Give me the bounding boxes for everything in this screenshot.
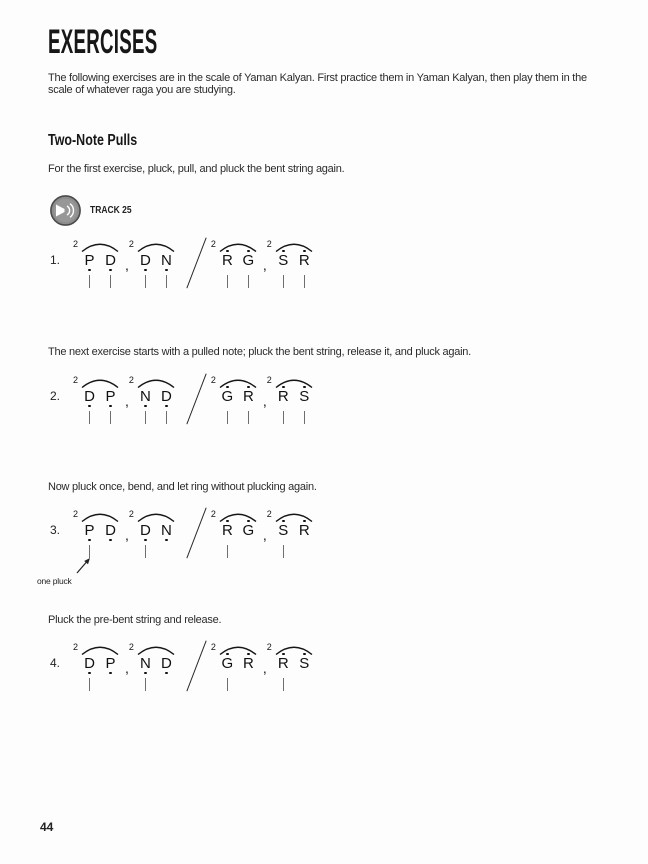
phrase-slash [185, 372, 209, 426]
note-pair [210, 509, 259, 558]
pluck-stroke [227, 411, 228, 424]
page-title: EXERCISES [48, 23, 158, 61]
sargam-letter: G [242, 252, 255, 269]
comma-separator: , [262, 527, 267, 543]
octave-dot-below-slot [88, 268, 91, 272]
note-pair [73, 239, 121, 288]
sargam-letter: S [278, 522, 289, 539]
speaker-icon [50, 195, 81, 226]
phrase-slash [185, 639, 209, 693]
slur-arc [81, 239, 119, 257]
note-pair [210, 642, 259, 691]
pluck-stroke [166, 275, 167, 288]
slur-arc [137, 375, 175, 393]
note-pair [266, 375, 315, 424]
note-pair [128, 642, 177, 691]
pluck-stroke [248, 411, 249, 424]
sargam-letter: R [298, 252, 310, 269]
instruction-3: Now pluck once, bend, and let ring without plucking again. [48, 481, 317, 493]
note-pair [210, 375, 259, 424]
exercise-number: 4. [50, 656, 61, 670]
fret-number: 2 [128, 239, 134, 249]
fret-number: 2 [128, 375, 134, 385]
octave-dot [165, 672, 168, 675]
sargam-letter: P [84, 252, 95, 269]
sargam-letter: R [221, 522, 233, 539]
sargam-letter: P [84, 522, 95, 539]
fret-number: 2 [266, 642, 272, 652]
sargam-letter: G [242, 522, 255, 539]
pluck-stroke [283, 678, 284, 691]
octave-dot-below-slot [109, 538, 112, 542]
sargam-letter: N [139, 655, 151, 672]
octave-dot [165, 269, 168, 272]
octave-dot-below-slot [144, 404, 147, 408]
exercise-row-4 [50, 643, 608, 693]
fret-number: 2 [73, 642, 79, 652]
note-pair [266, 239, 315, 288]
slur-arc [137, 239, 175, 257]
pluck-stroke [283, 545, 284, 558]
comma-separator: , [262, 393, 267, 409]
exercise-number: 1. [50, 253, 61, 267]
pluck-stroke [89, 275, 90, 288]
octave-dot [144, 269, 147, 272]
comma-separator: , [125, 257, 129, 273]
sargam-letter: N [139, 388, 151, 405]
intro-paragraph: The following exercises are in the scale of Yaman Kalyan. First practice them in Yaman Kalyan, then play them in the scale of whatever raga you are studying. [48, 72, 587, 96]
note-pair [128, 375, 177, 424]
octave-dot-below-slot [144, 538, 147, 542]
sargam-letter: P [105, 388, 116, 405]
note-pair [73, 509, 121, 558]
octave-dot [165, 539, 168, 542]
slur-arc [81, 509, 119, 527]
fret-number: 2 [73, 509, 79, 519]
octave-dot-below-slot [144, 671, 147, 675]
comma-separator: , [262, 257, 267, 273]
slur-arc [81, 375, 119, 393]
pluck-stroke [145, 545, 146, 558]
sargam-letter: N [160, 252, 172, 269]
note-pair [128, 509, 177, 558]
track-label: TRACK 25 [90, 205, 132, 216]
sargam-letter: G [221, 388, 234, 405]
comma-separator: , [125, 527, 129, 543]
sargam-letter: D [160, 655, 172, 672]
octave-dot-below-slot [144, 268, 147, 272]
sargam-letter: D [105, 252, 116, 269]
sargam-letter: D [84, 388, 95, 405]
sargam-letter: S [299, 655, 310, 672]
pluck-stroke [227, 275, 228, 288]
slur-arc [275, 239, 313, 257]
octave-dot-below-slot [109, 404, 112, 408]
pluck-stroke [110, 411, 111, 424]
page-number: 44 [40, 820, 54, 834]
octave-dot [88, 539, 91, 542]
sargam-letter: R [221, 252, 233, 269]
sargam-letter: S [278, 252, 289, 269]
pluck-stroke [304, 275, 305, 288]
sargam-letter: D [105, 522, 116, 539]
note-pair [266, 642, 315, 691]
pluck-stroke [227, 545, 228, 558]
octave-dot [88, 269, 91, 272]
pluck-stroke [166, 411, 167, 424]
sargam-letter: D [160, 388, 172, 405]
sargam-letter: R [277, 655, 289, 672]
sargam-letter: R [242, 655, 254, 672]
octave-dot [109, 405, 112, 408]
exercise-number: 3. [50, 523, 61, 537]
fret-number: 2 [210, 642, 216, 652]
slash-line [186, 641, 207, 692]
note-pair [210, 239, 259, 288]
octave-dot-below-slot [88, 538, 91, 542]
octave-dot [109, 269, 112, 272]
sargam-letter: N [160, 522, 172, 539]
octave-dot [109, 672, 112, 675]
fret-number: 2 [73, 239, 79, 249]
pluck-stroke [145, 411, 146, 424]
pluck-stroke [248, 275, 249, 288]
octave-dot [144, 539, 147, 542]
slash-line [186, 238, 207, 289]
slur-arc [275, 375, 313, 393]
fret-number: 2 [210, 239, 216, 249]
octave-dot-below-slot [109, 268, 112, 272]
pluck-stroke [145, 275, 146, 288]
fret-number: 2 [210, 509, 216, 519]
one-pluck-label: one pluck [37, 576, 72, 586]
slash-line [186, 374, 207, 425]
fret-number: 2 [266, 509, 272, 519]
pluck-stroke [283, 275, 284, 288]
fret-number: 2 [73, 375, 79, 385]
octave-dot [88, 672, 91, 675]
phrase-slash [185, 506, 209, 560]
sargam-letter: R [242, 388, 254, 405]
octave-dot [88, 405, 91, 408]
audio-track-callout [50, 195, 608, 226]
sargam-letter: D [139, 252, 151, 269]
sargam-letter: D [84, 655, 95, 672]
octave-dot-below-slot [109, 671, 112, 675]
note-pair [73, 375, 121, 424]
slur-arc [137, 642, 175, 660]
pluck-stroke [304, 411, 305, 424]
slur-arc [219, 509, 257, 527]
pluck-stroke [283, 411, 284, 424]
sargam-letter: P [105, 655, 116, 672]
instruction-1: For the first exercise, pluck, pull, and pluck the bent string again. [48, 163, 345, 175]
section-heading: Two-Note Pulls [48, 132, 138, 149]
exercise-row-2 [50, 376, 608, 426]
sargam-letter: D [139, 522, 151, 539]
fret-number: 2 [266, 239, 272, 249]
octave-dot [165, 405, 168, 408]
pluck-stroke [89, 411, 90, 424]
sargam-letter: G [221, 655, 234, 672]
octave-dot-below-slot [88, 671, 91, 675]
fret-number: 2 [128, 642, 134, 652]
fret-number: 2 [266, 375, 272, 385]
octave-dot-below-slot [165, 671, 168, 675]
octave-dot-below-slot [165, 538, 168, 542]
slur-arc [275, 509, 313, 527]
pluck-stroke [227, 678, 228, 691]
octave-dot [144, 672, 147, 675]
note-pair [128, 239, 177, 288]
sargam-letter: R [277, 388, 289, 405]
fret-number: 2 [210, 375, 216, 385]
fret-number: 2 [128, 509, 134, 519]
slur-arc [219, 642, 257, 660]
exercise-number: 2. [50, 389, 61, 403]
slash-line [186, 508, 207, 559]
exercise-row-1 [50, 240, 608, 290]
comma-separator: , [125, 660, 129, 676]
slur-arc [275, 642, 313, 660]
note-pair [266, 509, 315, 558]
octave-dot-below-slot [165, 268, 168, 272]
comma-separator: , [262, 660, 267, 676]
octave-dot [109, 539, 112, 542]
sargam-letter: S [299, 388, 310, 405]
octave-dot-below-slot [88, 404, 91, 408]
slur-arc [219, 239, 257, 257]
note-pair [73, 642, 121, 691]
slur-arc [81, 642, 119, 660]
pluck-stroke [145, 678, 146, 691]
slur-arc [137, 509, 175, 527]
pluck-stroke [89, 678, 90, 691]
instruction-2: The next exercise starts with a pulled note; pluck the bent string, release it, and pluck again. [48, 346, 471, 358]
one-pluck-arrow-icon [74, 554, 96, 581]
pluck-stroke [110, 275, 111, 288]
exercise-row-3 [37, 509, 608, 586]
sargam-letter: R [298, 522, 310, 539]
octave-dot [144, 405, 147, 408]
comma-separator: , [125, 393, 129, 409]
instruction-4: Pluck the pre-bent string and release. [48, 614, 222, 626]
phrase-slash [185, 236, 209, 290]
octave-dot-below-slot [165, 404, 168, 408]
slur-arc [219, 375, 257, 393]
